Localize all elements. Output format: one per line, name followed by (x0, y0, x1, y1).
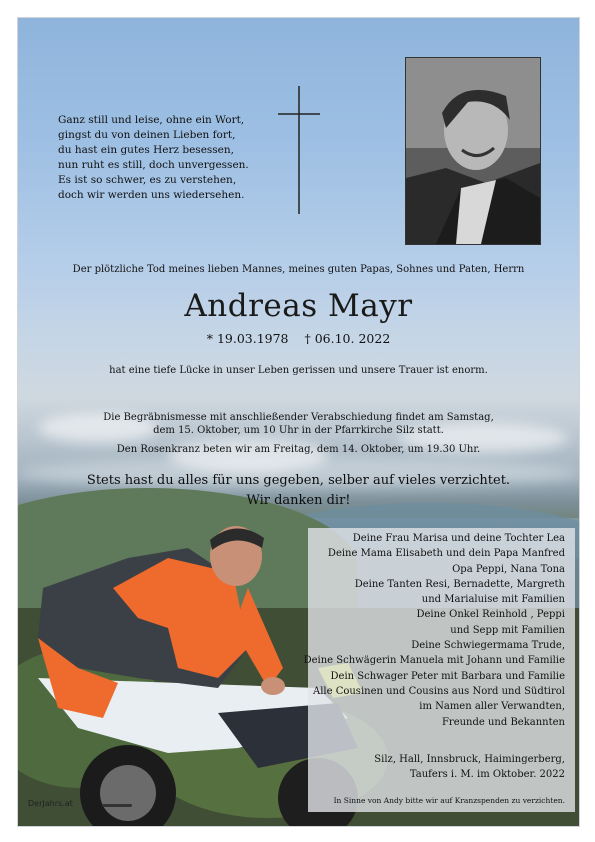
mourner-line: Deine Onkel Reinhold , Peppi (416, 609, 565, 621)
mourner-line: Deine Schwiegermama Trude, (411, 640, 565, 652)
mourner-line: und Marialuise mit Familien (421, 594, 565, 606)
place-and-date (374, 752, 565, 782)
donation-note: In Sinne von Andy bitte wir auf Kranzspenden zu verzichten. (333, 796, 565, 805)
funeral-mass-info (18, 411, 579, 437)
cross-icon (276, 86, 322, 214)
poem-line: Ganz still und leise, ohne ein Wort, (58, 114, 245, 126)
farewell-quote (18, 471, 579, 511)
mourner-line: Alle Cousinen und Cousins aus Nord und Südtirol (312, 685, 565, 697)
place-line: Taufers i. M. im Oktober. 2022 (409, 769, 565, 780)
death-date: † 06.10. 2022 (304, 331, 391, 346)
mourner-line: Opa Peppi, Nana Tona (452, 563, 565, 575)
obituary-card (17, 17, 580, 827)
birth-date: * 19.03.1978 (206, 331, 289, 346)
mourner-line: Deine Frau Marisa und deine Tochter Lea (352, 533, 565, 544)
logo-mark-icon (102, 804, 132, 807)
quote-line: Wir danken dir! (246, 493, 351, 508)
mourners-list (304, 531, 565, 730)
poem-line: doch wir werden uns wiedersehen. (58, 189, 245, 201)
mourner-line: im Namen aller Verwandten, (419, 701, 565, 713)
portrait-photo (405, 57, 541, 245)
mourner-line: Dein Schwager Peter mit Barbara und Familie (330, 670, 565, 682)
mourner-line: Deine Mama Elisabeth und dein Papa Manfred (327, 548, 565, 560)
mourner-line: Freunde und Bekannten (441, 716, 565, 728)
mourners-panel (303, 528, 575, 812)
mourner-line: Deine Schwägerin Manuela mit Johann und Familie (303, 655, 565, 667)
mourner-line: und Sepp mit Familien (450, 624, 565, 636)
publisher-logo: DerJahrs.at (28, 799, 73, 808)
poem-line: nun ruht es still, doch unvergessen. (58, 159, 249, 171)
rosary-info: Den Rosenkranz beten wir am Freitag, dem 14. Oktober, um 19.30 Uhr. (116, 444, 481, 455)
place-line: Silz, Hall, Innsbruck, Haimingerberg, (374, 754, 565, 765)
poem-line: Es ist so schwer, es zu verstehen, (58, 174, 237, 186)
quote-line: Stets hast du alles für uns gegeben, selber auf vieles verzichtet. (86, 473, 511, 488)
poem-line: gingst du von deinen Lieben fort, (58, 129, 236, 141)
grief-text: hat eine tiefe Lücke in unser Leben gerissen und unsere Trauer ist enorm. (109, 365, 488, 376)
mass-line: dem 15. Oktober, um 10 Uhr in der Pfarrkirche Silz statt. (153, 425, 444, 436)
mourner-line: Deine Tanten Resi, Bernadette, Margreth (354, 578, 565, 590)
deceased-name: Andreas Mayr (184, 288, 413, 324)
poem (58, 113, 278, 203)
intro-text: Der plötzliche Tod meines lieben Mannes, meines guten Papas, Sohnes und Paten, Herrn (72, 264, 525, 275)
life-dates (18, 331, 579, 346)
poem-line: du hast ein gutes Herz besessen, (58, 144, 234, 156)
mass-line: Die Begräbnismesse mit anschließender Verabschiedung findet am Samstag, (103, 412, 494, 423)
